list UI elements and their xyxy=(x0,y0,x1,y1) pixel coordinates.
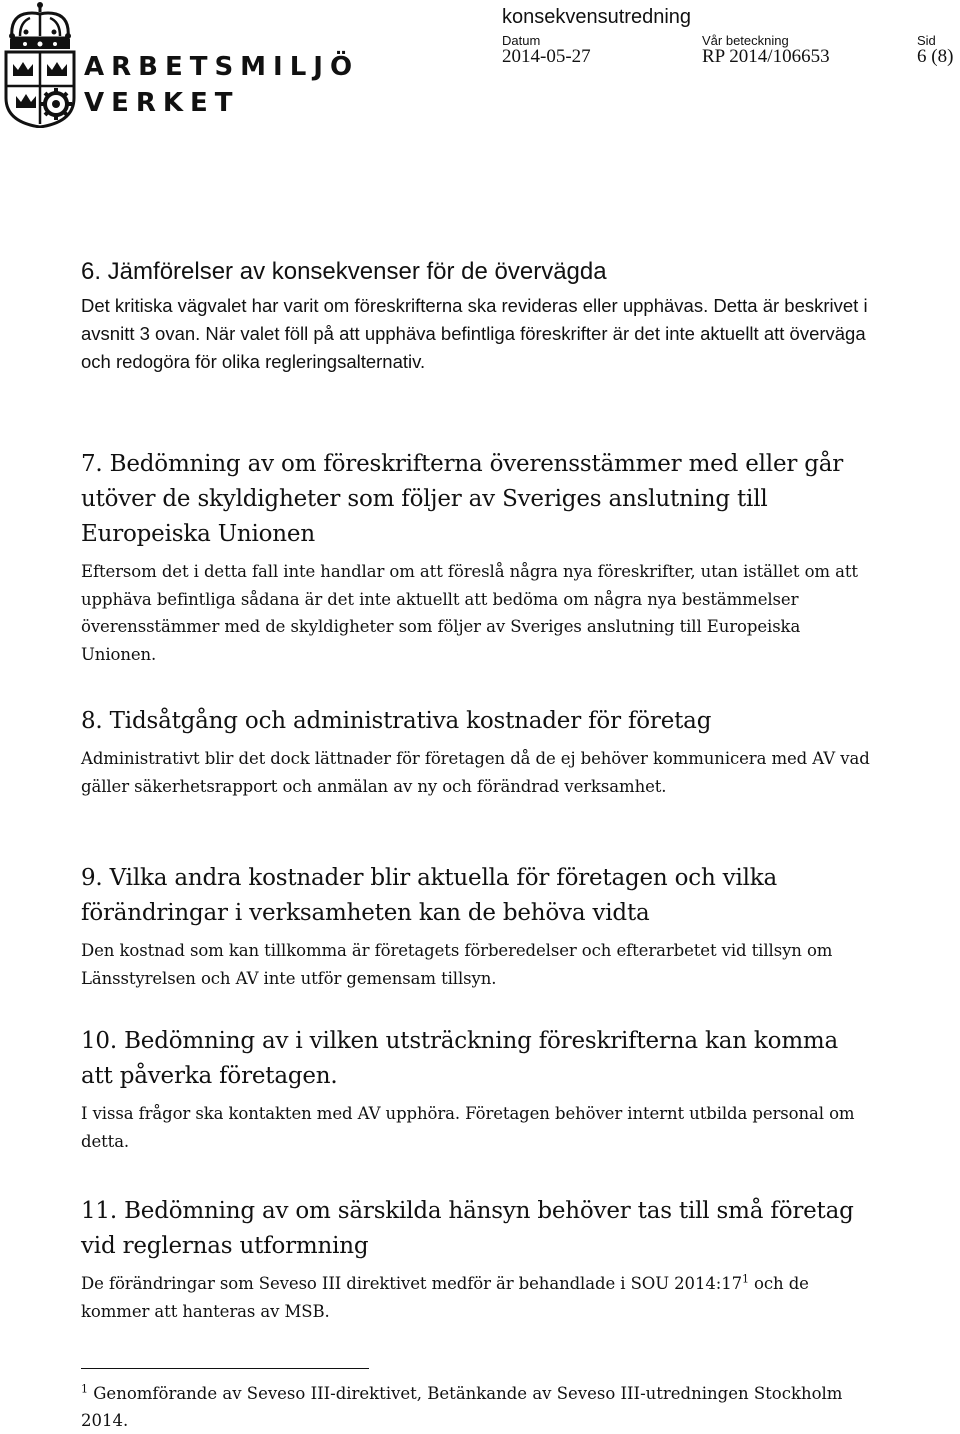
footnote-reference: 1 xyxy=(742,1272,749,1286)
date-value: 2014-05-27 xyxy=(502,46,591,67)
logo-wordmark-line1: ARBETSMILJÖ xyxy=(84,52,360,82)
section-8 xyxy=(81,704,871,800)
section-9-body: Den kostnad som kan tillkomma är företagets förberedelser och efterarbetet vid tillsyn om Länsstyrelsen och AV inte utför gemensam tillsyn. xyxy=(81,941,833,988)
section-10-body: I vissa frågor ska kontakten med AV upphöra. Företagen behöver internt utbilda personal om detta. xyxy=(81,1104,855,1151)
document-type-title: konsekvensutredning xyxy=(502,6,692,28)
section-7-heading: 7. Bedömning av om föreskrifterna överensstämmer med eller går utöver de skyldigheter som följer av Sveriges anslutning till Europeiska Unionen xyxy=(81,451,844,547)
section-6-heading: 6. Jämförelser av konsekvenser för de övervägda xyxy=(81,258,607,285)
section-7-body: Eftersom det i detta fall inte handlar om att föreslå några nya föreskrifter, utan istället om att upphäva befintliga sådana är det inte aktuellt att bedöma om några nya bestämmelser överensstämmer med de skyldigheter som följer av Sveriges anslutning till Europeiska Unionen. xyxy=(81,562,858,664)
section-8-body: Administrativt blir det dock lättnader för företagen då de ej behöver kommunicera med AV vad gäller säkerhetsrapport och anmälan av ny och förändrad verksamhet. xyxy=(81,749,870,796)
section-11-body-end: och de kommer att hanteras av MSB. xyxy=(81,1274,809,1321)
crown-emblem-icon xyxy=(0,0,80,128)
section-9-heading: 9. Vilka andra kostnader blir aktuella för företagen och vilka förändringar i verksamheten kan de behöva vidta xyxy=(81,865,778,926)
footnote-marker: 1 xyxy=(81,1382,88,1396)
section-8-heading: 8. Tidsåtgång och administrativa kostnader för företag xyxy=(81,708,712,734)
reference-label: Vår beteckning xyxy=(702,33,789,48)
section-10 xyxy=(81,1024,871,1155)
section-11-body xyxy=(81,1270,871,1325)
reference-value: RP 2014/106653 xyxy=(702,46,830,67)
section-6-body: Det kritiska vägvalet har varit om föreskrifterna ska revideras eller upphävas. Detta är beskrivet i avsnitt 3 ovan. När valet föll på att upphäva befintliga föreskrifter är det inte aktuellt att överväga och redogöra för olika regleringsalternativ. xyxy=(81,295,868,372)
arbetsmiljoverket-logo xyxy=(0,0,360,130)
section-6 xyxy=(81,256,871,376)
page-label: Sid xyxy=(917,33,936,48)
footnote-text: Genomförande av Seveso III-direktivet, Betänkande av Seveso III-utredningen Stockholm 2014. xyxy=(81,1384,843,1430)
footnote-divider xyxy=(81,1368,369,1369)
section-7 xyxy=(81,447,871,668)
section-11 xyxy=(81,1194,871,1325)
section-10-heading: 10. Bedömning av i vilken utsträckning föreskrifterna kan komma att påverka företagen. xyxy=(81,1028,839,1089)
section-11-heading: 11. Bedömning av om särskilda hänsyn behöver tas till små företag vid reglernas utformning xyxy=(81,1198,854,1259)
page-number: 6 (8) xyxy=(917,46,954,67)
logo-wordmark-line2: VERKET xyxy=(84,88,240,118)
footnote xyxy=(81,1380,881,1434)
section-9 xyxy=(81,861,871,992)
section-11-body-start: De förändringar som Seveso III direktivet medför är behandlade i SOU 2014:17 xyxy=(81,1274,742,1293)
date-label: Datum xyxy=(502,33,541,48)
